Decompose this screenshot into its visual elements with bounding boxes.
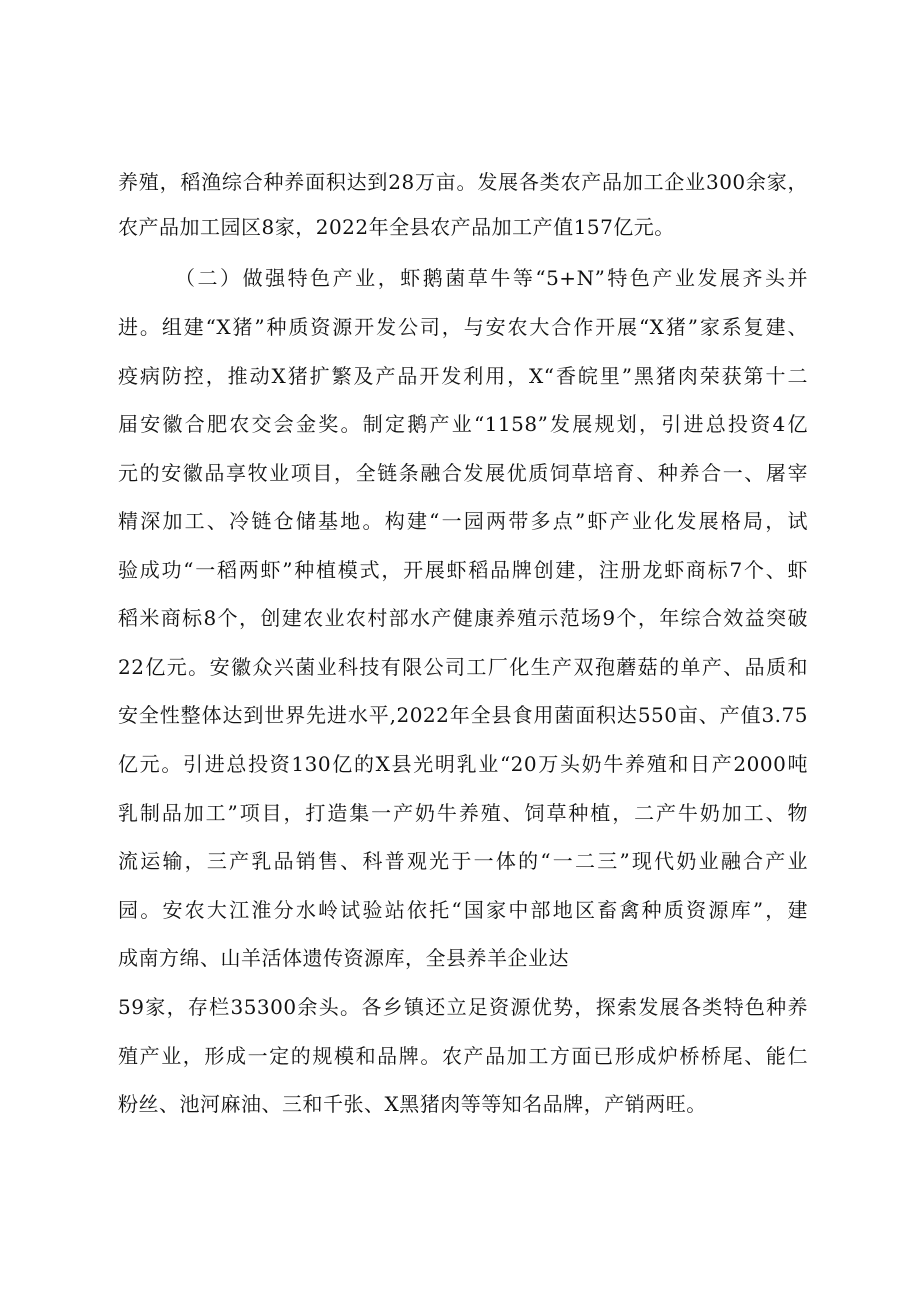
text-line-12: 安全性整体达到世界先进水平,2022年全县食用菌面积达550亩、产值3.75 <box>118 703 808 727</box>
text-line-7: 元的安徽品享牧业项目，全链条融合发展优质饲草培育、种养合一、屠宰 <box>118 461 808 485</box>
text-line-20: 粉丝、池河麻油、三和千张、X黑猪肉等等知名品牌，产销两旺。 <box>118 1092 707 1116</box>
text-line-2: 农产品加工园区8家，2022年全县农产品加工产值157亿元。 <box>118 215 675 239</box>
text-line-19: 殖产业，形成一定的规模和品牌。农产品加工方面已形成炉桥桥尾、能仁 <box>118 1044 808 1068</box>
text-line-17: 成南方绵、山羊活体遗传资源库，全县养羊企业达 <box>118 946 569 970</box>
text-line-4: 进。组建“X猪”种质资源开发公司，与安农大合作开展“X猪”家系复建、 <box>118 315 808 339</box>
text-line-9: 验成功“一稻两虾”种植模式，开展虾稻品牌创建，注册龙虾商标7个、虾 <box>118 558 808 582</box>
text-line-8: 精深加工、冷链仓储基地。构建“一园两带多点”虾产业化发展格局，试 <box>118 509 808 533</box>
text-line-6: 届安徽合肥农交会金奖。制定鹅产业“1158”发展规划，引进总投资4亿 <box>118 412 808 436</box>
text-line-13: 亿元。引进总投资130亿的X县光明乳业“20万头奶牛养殖和日产2000吨 <box>118 752 808 776</box>
text-line-10: 稻米商标8个，创建农业农村部水产健康养殖示范场9个，年综合效益突破 <box>118 606 808 630</box>
text-line-11: 22亿元。安徽众兴菌业科技有限公司工厂化生产双孢蘑菇的单产、品质和 <box>118 655 808 679</box>
section-heading-line: （二）做强特色产业，虾鹅菌草牛等“5+N”特色产业发展齐头并 <box>175 266 808 290</box>
text-line-18: 59家，存栏35300余头。各乡镇还立足资源优势，探索发展各类特色种养 <box>118 995 808 1019</box>
text-line-16: 园。安农大江淮分水岭试验站依托“国家中部地区畜禽种质资源库”，建 <box>118 898 808 922</box>
text-line-15: 流运输，三产乳品销售、科普观光于一体的“一二三”现代奶业融合产业 <box>118 849 808 873</box>
text-line-1: 养殖，稻渔综合种养面积达到28万亩。发展各类农产品加工企业300余家， <box>118 170 808 194</box>
text-line-5: 疫病防控，推动X猪扩繁及产品开发利用，X“香皖里”黑猪肉荣获第十二 <box>118 364 808 388</box>
text-line-14: 乳制品加工”项目，打造集一产奶牛养殖、饲草种植，二产牛奶加工、物 <box>118 801 808 825</box>
